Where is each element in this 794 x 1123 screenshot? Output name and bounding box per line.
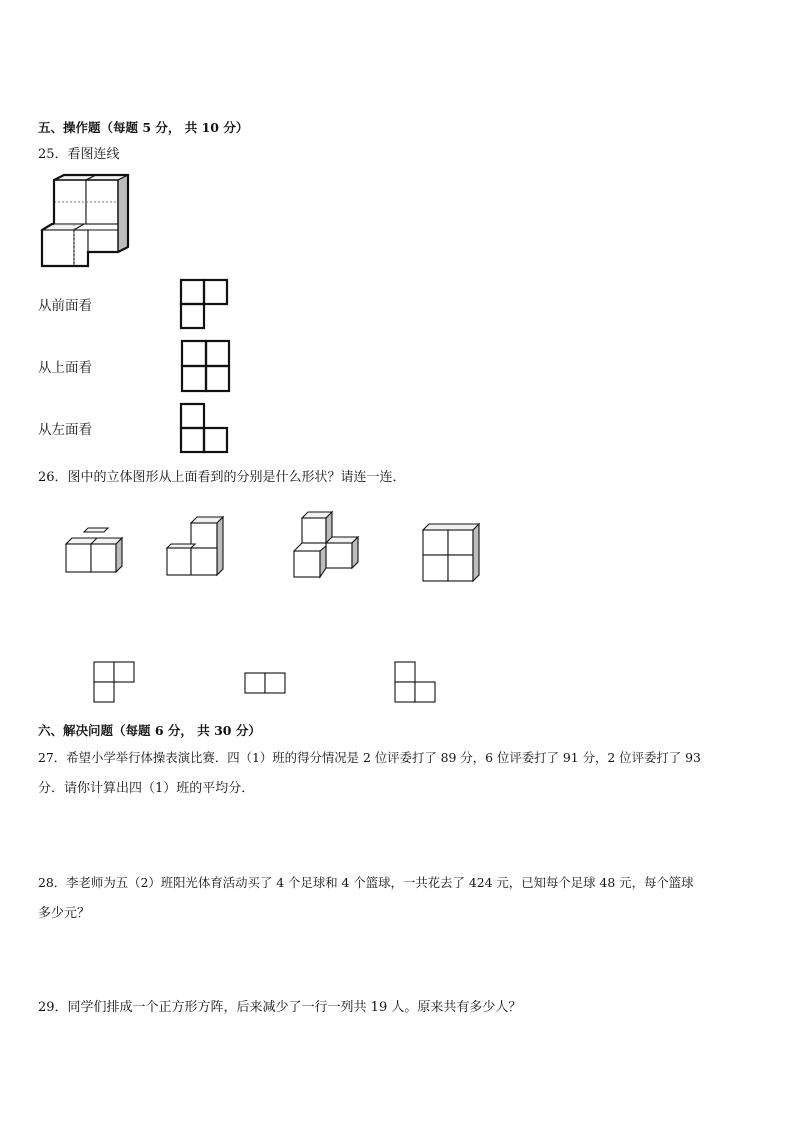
q26-solid-d xyxy=(421,522,483,584)
q29-line-1: 29．同学们排成一个正方形方阵，后来减少了一行一列共 19 人。原来共有多少人？ xyxy=(38,1000,522,1015)
section-6-heading: 六、解决问题（每题 6 分， 共 30 分） xyxy=(38,723,261,738)
q26-solid-c xyxy=(292,510,362,580)
q26-solid-b xyxy=(165,515,227,577)
q25-solid-figure xyxy=(38,172,132,270)
view-label-front: 从前面看 xyxy=(38,298,92,314)
view-shape-3 xyxy=(180,403,230,455)
view-shape-1 xyxy=(180,279,230,331)
q25-prompt: 25．看图连线 xyxy=(38,147,120,162)
q26-prompt: 26．图中的立体图形从上面看到的分别是什么形状？请连一连． xyxy=(38,470,406,485)
view-label-left: 从左面看 xyxy=(38,422,92,438)
section-5-heading: 五、操作题（每题 5 分， 共 10 分） xyxy=(38,120,249,135)
q26-solid-a xyxy=(64,528,126,574)
q26-top-view-2 xyxy=(244,672,288,694)
q28-line-1: 28．李老师为五（2）班阳光体育活动买了 4 个足球和 4 个篮球，一共花去了 424 元，已知每个足球 48 元，每个篮球 xyxy=(38,875,694,890)
view-shape-2 xyxy=(181,340,231,394)
q26-top-view-1 xyxy=(93,661,137,703)
q28-line-2: 多少元？ xyxy=(38,906,91,921)
q26-top-view-3 xyxy=(394,661,438,703)
view-label-top: 从上面看 xyxy=(38,360,92,376)
q27-line-2: 分．请你计算出四（1）班的平均分． xyxy=(38,781,255,796)
q27-line-1: 27．希望小学举行体操表演比赛．四（1）班的得分情况是 2 位评委打了 89 分，6 位评委打了 91 分，2 位评委打了 93 xyxy=(38,750,701,765)
